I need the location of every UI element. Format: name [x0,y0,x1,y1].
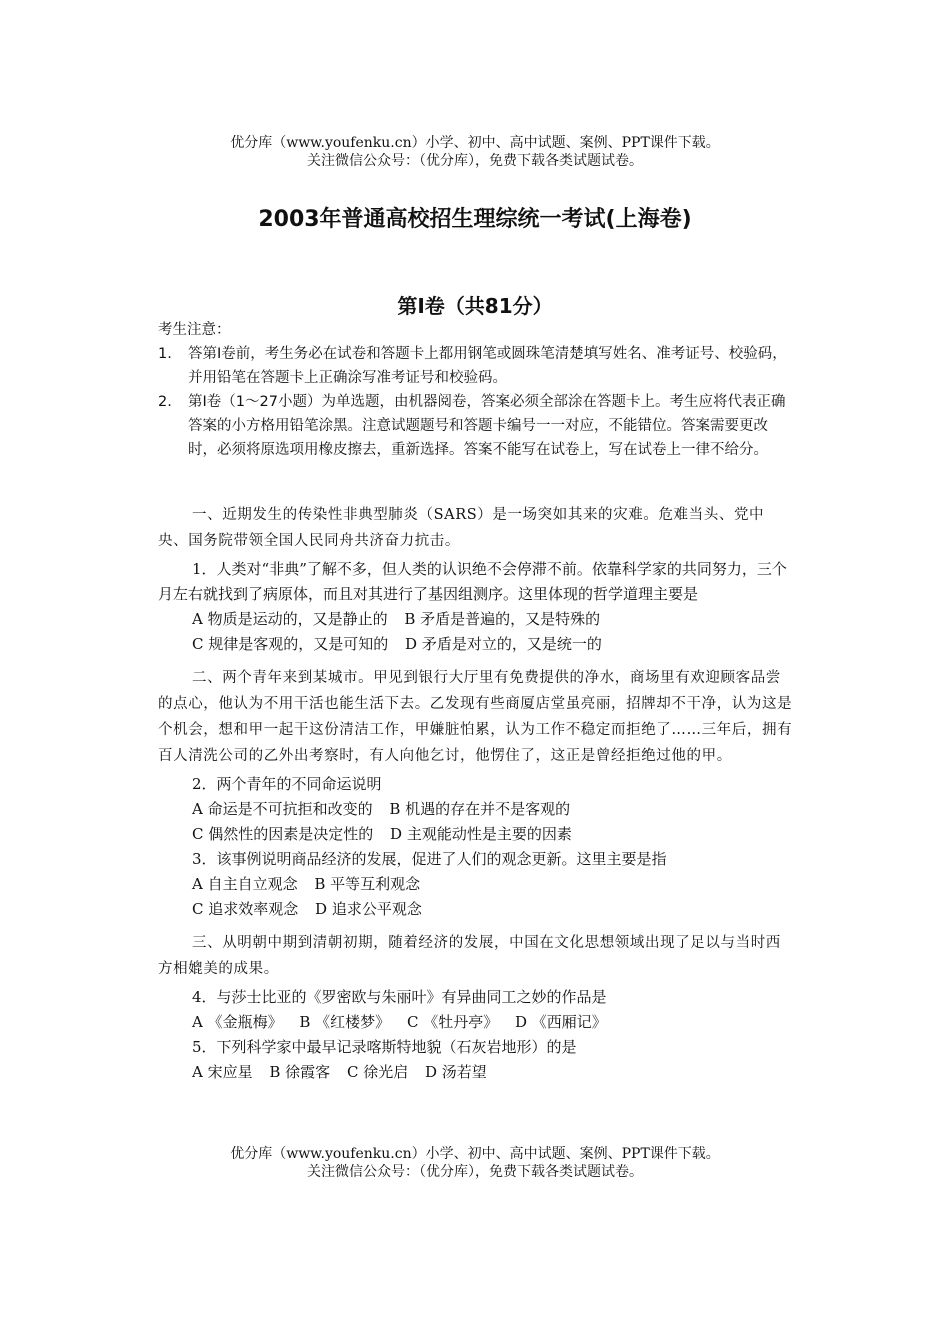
question-2-stem: 2．两个青年的不同命运说明 [192,775,382,793]
option-a: A 宋应星 [192,1063,253,1081]
option-d: D 矛盾是对立的，又是统一的 [405,635,602,653]
notes-heading: 考生注意： [158,322,231,338]
option-a: A 《金瓶梅》 [192,1013,283,1031]
question-2-options-row-1 [158,797,794,822]
option-c: C 徐光启 [346,1063,409,1081]
section-3-intro: 三、从明朝中期到清朝初期，随着经济的发展，中国在文化思想领域出现了足以与当时西方相媲美的成果。 [158,935,781,977]
question-5-stem: 5．下列科学家中最早记录喀斯特地貌（石灰岩地形）的是 [192,1038,577,1056]
note-text: 第Ⅰ卷（1～27小题）为单选题，由机器阅卷，答案必须全部涂在答题卡上。考生应将代表正确答案的小方格用铅笔涂黑。注意试题题号和答题卡编号一一对应，不能错位。答案需要更改时，必须将原选项用橡皮擦去，重新选择。答案不能写在试卷上，写在试卷上一律不给分。 [188,394,786,458]
section-2-intro: 二、两个青年来到某城市。甲见到银行大厅里有免费提供的净水，商场里有欢迎顾客品尝的点心，他认为不用干活也能生活下去。乙发现有些商厦店堂虽亮丽，招牌却不干净，认为这是个机会，想和甲一起干这份清洁工作，甲嫌脏怕累，认为工作不稳定而拒绝了……三年后，拥有百人清洗公司的乙外出考察时，有人向他乞讨，他愣住了，这正是曾经拒绝过他的甲。 [158,670,793,764]
option-a: A 物质是运动的，又是静止的 [192,610,388,628]
option-d: D 汤若望 [425,1063,487,1081]
note-item [158,390,794,462]
question-3-stem: 3．该事例说明商品经济的发展，促进了人们的观念更新。这里主要是指 [192,850,667,868]
option-c: C 偶然性的因素是决定性的 [192,825,374,843]
option-b: B 徐霞客 [269,1063,331,1081]
question-1-options-row-1 [158,607,794,632]
option-b: B 《红楼梦》 [299,1013,391,1031]
question-4-options [158,1010,794,1035]
question-4-stem: 4．与莎士比亚的《罗密欧与朱丽叶》有异曲同工之妙的作品是 [192,988,607,1006]
note-number: 1. [158,346,172,362]
section-title: 第Ⅰ卷（共81分） [397,294,553,318]
question-3-options-row-2 [158,897,794,922]
question-1-stem: 1．人类对“非典”了解不多，但人类的认识绝不会停滞不前。依靠科学家的共同努力，三个月左右就找到了病原体，而且对其进行了基因组测序。这里体现的哲学道理主要是 [158,560,787,603]
option-d: D 《西厢记》 [515,1013,607,1031]
header-line-1: 优分库（www.youfenku.cn）小学、初中、高中试题、案例、PPT课件下载。 [230,135,720,151]
note-text: 答第Ⅰ卷前，考生务必在试卷和答题卡上都用钢笔或圆珠笔清楚填写姓名、准考证号、校验码，并用铅笔在答题卡上正确涂写准考证号和校验码。 [188,346,787,386]
note-number: 2. [158,394,172,410]
exam-notes [158,318,794,462]
option-a: A 自主自立观念 [192,875,298,893]
option-c: C 追求效率观念 [192,900,299,918]
option-b: B 平等互利观念 [314,875,421,893]
question-3-options-row-1 [158,872,794,897]
option-b: B 矛盾是普遍的，又是特殊的 [404,610,601,628]
footer-line-2: 关注微信公众号：（优分库），免费下载各类试题试卷。 [307,1164,643,1180]
question-1-options-row-2 [158,632,794,657]
exam-body [158,502,794,1085]
footer-line-1: 优分库（www.youfenku.cn）小学、初中、高中试题、案例、PPT课件下载。 [230,1146,720,1162]
question-2-options-row-2 [158,822,794,847]
option-d: D 主观能动性是主要的因素 [390,825,572,843]
question-5-options [158,1060,794,1085]
note-item [158,342,794,390]
header-line-2: 关注微信公众号：（优分库），免费下载各类试题试卷。 [307,153,643,169]
option-c: C 《牡丹亭》 [406,1013,499,1031]
option-d: D 追求公平观念 [315,900,422,918]
section-1-intro: 一、近期发生的传染性非典型肺炎（SARS）是一场突如其来的灾难。危难当头、党中央、国务院带领全国人民同舟共济奋力抗击。 [158,507,765,549]
option-a: A 命运是不可抗拒和改变的 [192,800,373,818]
option-c: C 规律是客观的，又是可知的 [192,635,389,653]
exam-title: 2003年普通高校招生理综统一考试(上海卷) [258,207,692,232]
option-b: B 机遇的存在并不是客观的 [389,800,571,818]
